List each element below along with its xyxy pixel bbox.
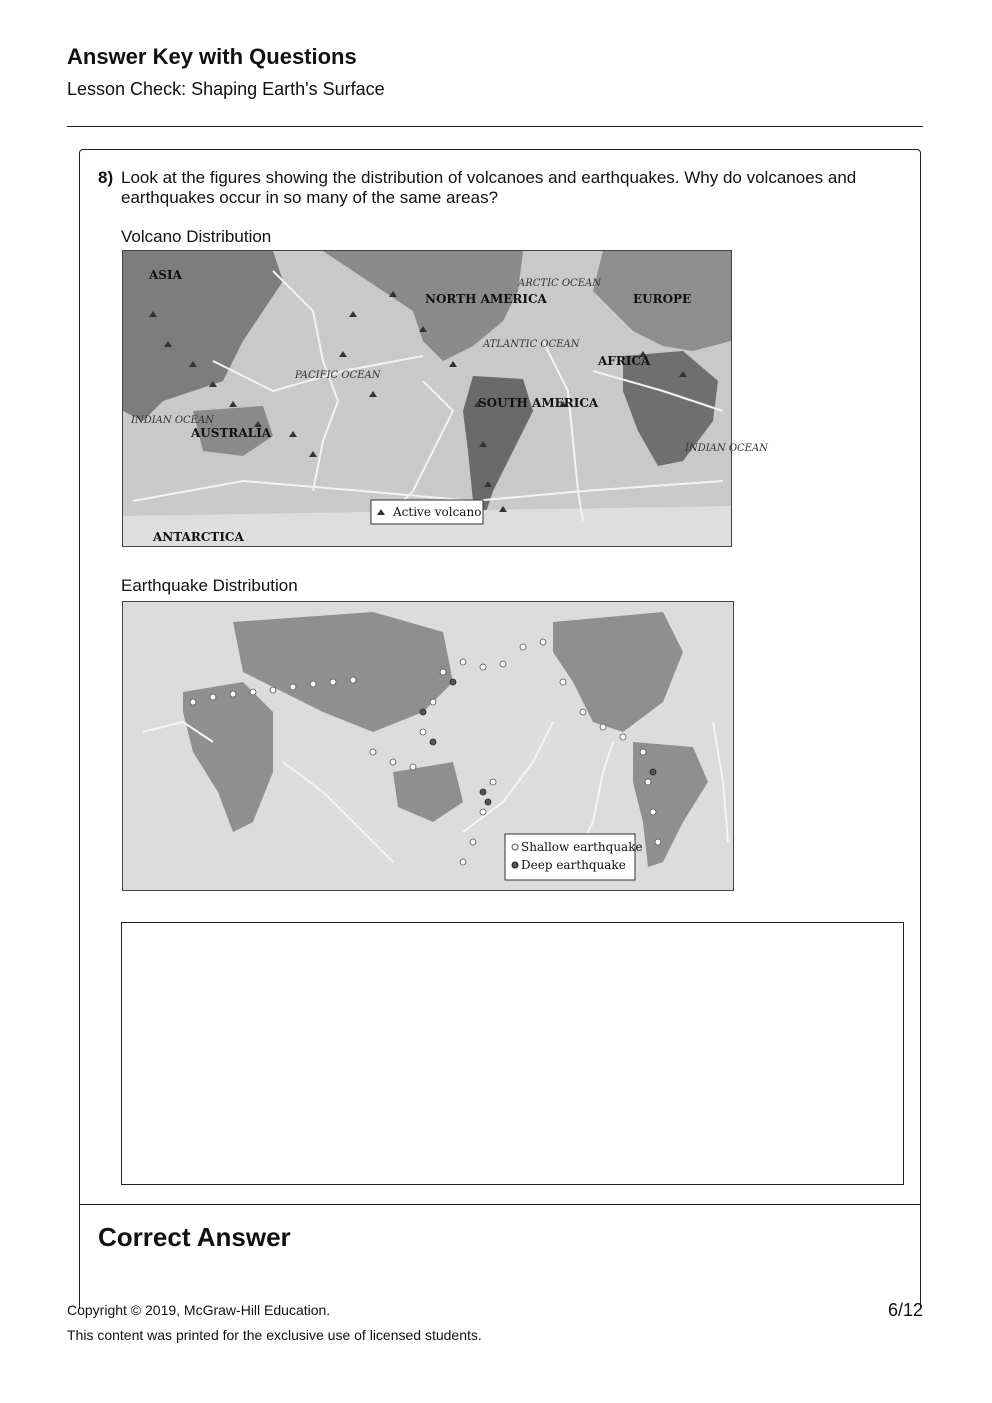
footer-copyright: Copyright © 2019, McGraw-Hill Education. bbox=[67, 1302, 331, 1318]
map-label-south-america: SOUTH AMERICA bbox=[478, 396, 599, 410]
earthquake-map-image bbox=[123, 602, 733, 890]
ocean-label-arctic: ARCTIC OCEAN bbox=[518, 278, 601, 289]
answer-divider bbox=[79, 1204, 921, 1205]
map-label-north-america: NORTH AMERICA bbox=[425, 292, 547, 306]
map-label-antarctica: ANTARCTICA bbox=[153, 530, 244, 544]
earthquake-figure-label: Earthquake Distribution bbox=[121, 576, 298, 595]
footer-license: This content was printed for the exclusive use of licensed students. bbox=[67, 1327, 482, 1343]
ocean-label-indian-west: INDIAN OCEAN bbox=[131, 415, 214, 426]
earthquake-legend bbox=[505, 834, 643, 880]
map-label-europe: EUROPE bbox=[633, 292, 692, 306]
volcano-distribution-map bbox=[122, 250, 768, 547]
answer-box[interactable] bbox=[121, 922, 904, 1185]
document-subtitle: Lesson Check: Shaping Earth's Surface bbox=[67, 79, 385, 99]
correct-answer-heading: Correct Answer bbox=[98, 1222, 291, 1252]
volcano-figure-label: Volcano Distribution bbox=[121, 227, 272, 246]
map-label-australia: AUSTRALIA bbox=[191, 426, 272, 440]
volcano-map-image bbox=[123, 251, 768, 546]
map-label-asia: ASIA bbox=[149, 268, 182, 282]
question-text: Look at the figures showing the distribution of volcanoes and earthquakes. Why do volcanoes and earthquakes occur in so many of the same areas? bbox=[121, 168, 857, 207]
ocean-label-atlantic: ATLANTIC OCEAN bbox=[483, 339, 580, 350]
earthquake-distribution-map bbox=[122, 601, 734, 891]
map-label-africa: AFRICA bbox=[598, 354, 651, 368]
shallow-earthquake-legend-label: Shallow earthquake bbox=[521, 840, 643, 854]
shallow-earthquake-legend-icon bbox=[512, 844, 518, 850]
ocean-label-indian-east: INDIAN OCEAN bbox=[685, 443, 768, 454]
header-divider bbox=[67, 126, 923, 127]
deep-earthquake-legend-icon bbox=[512, 862, 518, 868]
question-number: 8) bbox=[98, 168, 114, 187]
page-number: 6/12 bbox=[887, 1300, 923, 1320]
volcano-legend-label: Active volcano bbox=[393, 505, 482, 519]
deep-earthquake-legend-label: Deep earthquake bbox=[521, 858, 626, 872]
ocean-label-pacific: PACIFIC OCEAN bbox=[295, 370, 381, 381]
document-title: Answer Key with Questions bbox=[67, 44, 357, 69]
volcano-legend bbox=[371, 500, 483, 524]
